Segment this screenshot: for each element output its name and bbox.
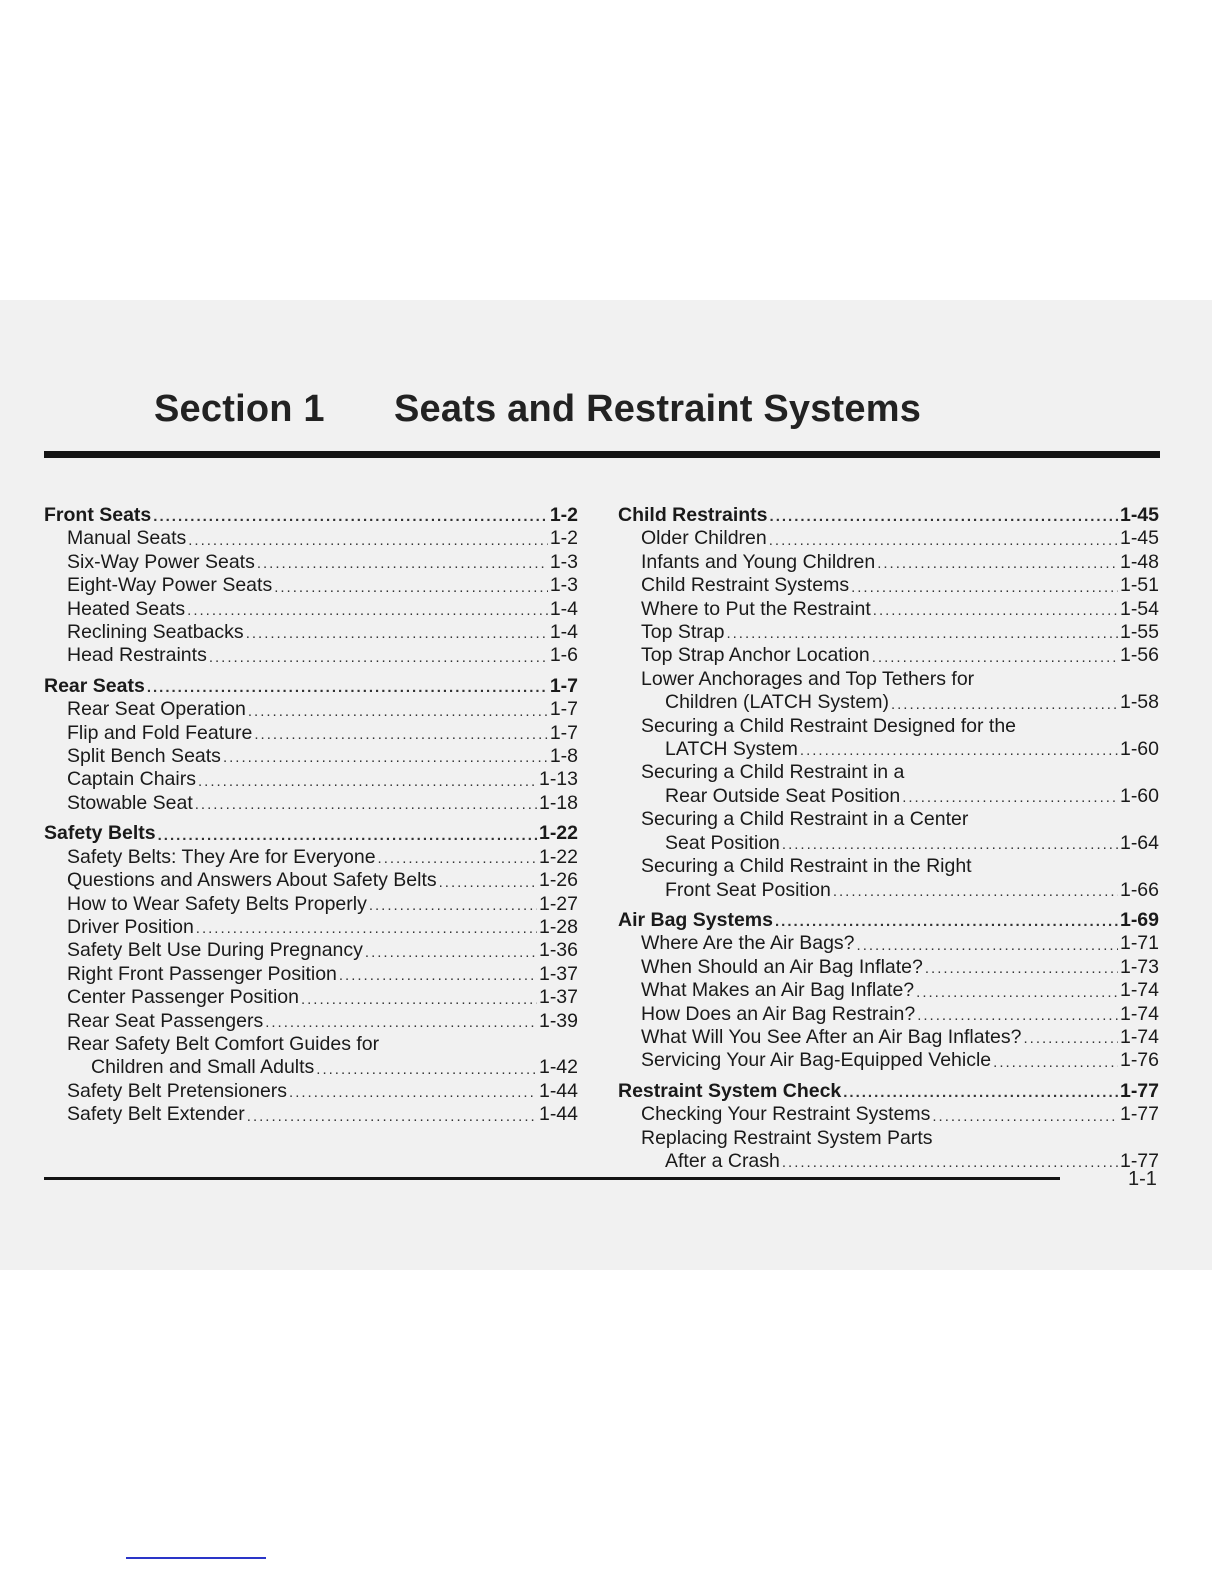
- dot-leader: [873, 601, 1118, 621]
- toc-page-number: 1-36: [538, 939, 578, 962]
- toc-entry[interactable]: [44, 963, 578, 986]
- dot-leader: [932, 1107, 1118, 1127]
- dot-leader: [254, 725, 547, 745]
- toc-entry[interactable]: [618, 1003, 1159, 1026]
- toc-entry-label: Flip and Fold Feature: [67, 721, 253, 744]
- toc-entry[interactable]: [44, 621, 578, 644]
- dot-leader: [158, 826, 537, 846]
- toc-entry-label: What Will You See After an Air Bag Inflates?: [641, 1025, 1022, 1048]
- dot-leader: [187, 601, 548, 621]
- toc-entry-label: Replacing Restraint System Parts: [641, 1126, 933, 1149]
- dot-leader: [365, 943, 537, 963]
- toc-heading[interactable]: [618, 504, 1159, 527]
- toc-entry-label: Front Seat Position: [665, 878, 831, 901]
- toc-entry: [618, 1127, 1159, 1150]
- toc-entry[interactable]: [44, 986, 578, 1009]
- toc-entry-label: Captain Chairs: [67, 768, 196, 791]
- dot-leader: [782, 835, 1118, 855]
- toc-entry[interactable]: [618, 1103, 1159, 1126]
- toc-entry[interactable]: [618, 527, 1159, 550]
- toc-heading[interactable]: [44, 504, 578, 527]
- dot-leader: [147, 678, 548, 698]
- toc-page-number: 1-22: [538, 822, 578, 845]
- toc-entry[interactable]: [618, 1049, 1159, 1072]
- dot-leader: [301, 990, 537, 1010]
- toc-entry[interactable]: [618, 879, 1159, 902]
- toc-entry-label: Rear Safety Belt Comfort Guides for: [67, 1032, 380, 1055]
- section-header: [154, 388, 921, 431]
- toc-page-number: 1-60: [1119, 784, 1159, 807]
- toc-entry-label: Split Bench Seats: [67, 745, 221, 768]
- toc-entry-label: Rear Seats: [44, 674, 145, 697]
- toc-heading[interactable]: [618, 909, 1159, 932]
- toc-page-number: 1-74: [1119, 979, 1159, 1002]
- toc-page-number: 1-27: [538, 892, 578, 915]
- toc-entry[interactable]: [44, 1056, 578, 1079]
- toc-entry-label: Lower Anchorages and Top Tethers for: [641, 667, 975, 690]
- toc-entry-label: Safety Belt Extender: [67, 1103, 245, 1126]
- toc-entry[interactable]: [618, 598, 1159, 621]
- toc-entry-label: Rear Seat Passengers: [67, 1009, 264, 1032]
- dot-leader: [857, 936, 1118, 956]
- toc-entry[interactable]: [618, 1150, 1159, 1173]
- toc-entry[interactable]: [44, 1010, 578, 1033]
- toc-entry-label: Children and Small Adults: [91, 1056, 315, 1079]
- toc-entry-label: How Does an Air Bag Restrain?: [641, 1002, 916, 1025]
- toc-page-number: 1-2: [549, 527, 578, 550]
- dot-leader: [769, 531, 1118, 551]
- toc-entry-label: Securing a Child Restraint in the Right: [641, 855, 972, 878]
- toc-page-number: 1-76: [1119, 1049, 1159, 1072]
- toc-page-number: 1-39: [538, 1009, 578, 1032]
- toc-right-column: [618, 504, 1159, 1173]
- toc-entry-label: Seat Position: [665, 831, 780, 854]
- toc-entry-label: Securing a Child Restraint Designed for the: [641, 714, 1017, 737]
- toc-page-number: 1-8: [549, 745, 578, 768]
- toc-entry-label: Rear Seat Operation: [67, 698, 246, 721]
- toc-entry-label: Stowable Seat: [67, 791, 193, 814]
- toc-page-number: 1-77: [1119, 1079, 1159, 1102]
- toc-entry-label: Six-Way Power Seats: [67, 550, 255, 573]
- toc-entry[interactable]: [44, 893, 578, 916]
- toc-entry[interactable]: [44, 551, 578, 574]
- toc-entry[interactable]: [618, 691, 1159, 714]
- toc-entry-label: Older Children: [641, 527, 767, 550]
- toc-entry[interactable]: [44, 792, 578, 815]
- toc-entry[interactable]: [618, 738, 1159, 761]
- dot-leader: [195, 795, 537, 815]
- toc-entry: [618, 715, 1159, 738]
- toc-entry-label: Manual Seats: [67, 527, 187, 550]
- toc-entry-label: Safety Belt Pretensioners: [67, 1079, 288, 1102]
- toc-entry-label: Top Strap Anchor Location: [641, 644, 870, 667]
- toc-entry-label: Driver Position: [67, 915, 194, 938]
- toc-entry[interactable]: [618, 979, 1159, 1002]
- toc-entry-label: Child Restraints: [618, 504, 768, 526]
- toc-page-number: 1-74: [1119, 1002, 1159, 1025]
- toc-entry-label: Air Bag Systems: [618, 908, 773, 931]
- toc-page-number: 1-13: [538, 768, 578, 791]
- dot-leader: [223, 748, 548, 768]
- toc-page-number: 1-64: [1119, 831, 1159, 854]
- toc-entry-label: Right Front Passenger Position: [67, 962, 337, 985]
- toc-entry-label: Rear Outside Seat Position: [665, 784, 901, 807]
- toc-page-number: 1-77: [1119, 1149, 1159, 1172]
- toc-entry-label: Restraint System Check: [618, 1079, 842, 1102]
- toc-page-number: 1-3: [549, 550, 578, 573]
- toc-entry[interactable]: [44, 598, 578, 621]
- toc-page-number: 1-73: [1119, 955, 1159, 978]
- toc-entry[interactable]: [44, 745, 578, 768]
- section-number: Section 1: [154, 388, 325, 430]
- toc-heading[interactable]: [44, 822, 578, 845]
- toc-page-number: 1-54: [1119, 597, 1159, 620]
- dot-leader: [246, 624, 548, 644]
- dot-leader: [993, 1053, 1118, 1073]
- toc-page-number: 1-28: [538, 915, 578, 938]
- dot-leader: [188, 531, 548, 551]
- toc-page-number: 1-77: [1119, 1103, 1159, 1126]
- toc-entry[interactable]: [44, 846, 578, 869]
- dot-leader: [902, 788, 1118, 808]
- toc-entry[interactable]: [44, 527, 578, 550]
- toc-entry-label: Securing a Child Restraint in a: [641, 761, 905, 784]
- dot-leader: [274, 578, 548, 598]
- footer-link-underline[interactable]: [126, 1557, 266, 1559]
- toc-page-number: 1-4: [549, 597, 578, 620]
- toc-entry[interactable]: [44, 644, 578, 667]
- dot-leader: [775, 912, 1118, 932]
- toc-heading[interactable]: [618, 1080, 1159, 1103]
- toc-page-number: 1-7: [549, 698, 578, 721]
- toc-entry-label: Infants and Young Children: [641, 550, 876, 573]
- toc-entry[interactable]: [44, 869, 578, 892]
- toc-entry-label: Eight-Way Power Seats: [67, 574, 273, 597]
- toc-page-number: 1-74: [1119, 1025, 1159, 1048]
- toc-entry-label: Servicing Your Air Bag-Equipped Vehicle: [641, 1049, 992, 1072]
- toc-entry-label: Questions and Answers About Safety Belts: [67, 869, 437, 892]
- toc-page-number: 1-60: [1119, 738, 1159, 761]
- dot-leader: [1023, 1029, 1117, 1049]
- toc-entry-label: When Should an Air Bag Inflate?: [641, 955, 923, 978]
- dot-leader: [289, 1083, 537, 1103]
- toc-entry-label: Safety Belt Use During Pregnancy: [67, 939, 363, 962]
- toc-page-number: 1-6: [549, 644, 578, 667]
- dot-leader: [209, 648, 548, 668]
- toc-page-number: 1-69: [1119, 908, 1159, 931]
- dot-leader: [247, 1107, 537, 1127]
- toc-page-number: 1-37: [538, 986, 578, 1009]
- toc-page-number: 1-2: [549, 504, 578, 526]
- toc-entry-label: Where Are the Air Bags?: [641, 932, 855, 955]
- toc-page-number: 1-3: [549, 574, 578, 597]
- toc-page-number: 1-56: [1119, 644, 1159, 667]
- toc-entry[interactable]: [44, 574, 578, 597]
- toc-entry[interactable]: [618, 621, 1159, 644]
- dot-leader: [877, 554, 1118, 574]
- dot-leader: [265, 1013, 537, 1033]
- dot-leader: [196, 919, 537, 939]
- toc-entry-label: Safety Belts: [44, 822, 156, 845]
- dot-leader: [872, 648, 1118, 668]
- dot-leader: [770, 507, 1118, 527]
- toc-page-number: 1-58: [1119, 691, 1159, 714]
- toc-entry-label: Head Restraints: [67, 644, 207, 667]
- dot-leader: [316, 1060, 537, 1080]
- toc-entry[interactable]: [44, 1103, 578, 1126]
- toc-entry[interactable]: [44, 1080, 578, 1103]
- footer-rule: [44, 1177, 1060, 1180]
- toc-page-number: 1-51: [1119, 574, 1159, 597]
- toc-page-number: 1-44: [538, 1079, 578, 1102]
- toc-entry[interactable]: [618, 1026, 1159, 1049]
- toc-entry-label: Children (LATCH System): [665, 691, 889, 714]
- header-rule: [44, 451, 1160, 458]
- toc-entry-label: How to Wear Safety Belts Properly: [67, 892, 367, 915]
- toc-page-number: 1-37: [538, 962, 578, 985]
- toc-entry[interactable]: [618, 574, 1159, 597]
- toc-page-number: 1-42: [538, 1056, 578, 1079]
- toc-entry-label: Center Passenger Position: [67, 986, 299, 1009]
- section-title: Seats and Restraint Systems: [394, 388, 922, 430]
- toc-page-number: 1-7: [549, 674, 578, 697]
- toc-page-number: 1-66: [1119, 878, 1159, 901]
- toc-entry-label: Safety Belts: They Are for Everyone: [67, 845, 376, 868]
- toc-page-number: 1-44: [538, 1103, 578, 1126]
- toc-entry[interactable]: [44, 698, 578, 721]
- dot-leader: [917, 1006, 1118, 1026]
- toc-entry: [618, 808, 1159, 831]
- dot-leader: [833, 882, 1118, 902]
- toc-entry-label: After a Crash: [665, 1149, 780, 1172]
- manual-page: [0, 300, 1212, 1270]
- toc-entry-label: What Makes an Air Bag Inflate?: [641, 979, 915, 1002]
- toc-entry: [44, 1033, 578, 1056]
- toc-heading[interactable]: [44, 675, 578, 698]
- toc-page-number: 1-4: [549, 621, 578, 644]
- dot-leader: [257, 554, 548, 574]
- toc-entry-label: LATCH System: [665, 738, 798, 761]
- dot-leader: [439, 873, 537, 893]
- toc-entry[interactable]: [618, 644, 1159, 667]
- toc-entry: [618, 668, 1159, 691]
- toc-entry-label: Child Restraint Systems: [641, 574, 850, 597]
- dot-leader: [726, 624, 1118, 644]
- dot-leader: [369, 896, 537, 916]
- toc-page-number: 1-18: [538, 791, 578, 814]
- toc-page-number: 1-22: [538, 845, 578, 868]
- dot-leader: [891, 695, 1118, 715]
- toc-entry-label: Where to Put the Restraint: [641, 597, 871, 620]
- dot-leader: [916, 983, 1118, 1003]
- toc-page-number: 1-71: [1119, 932, 1159, 955]
- dot-leader: [800, 741, 1118, 761]
- toc-entry[interactable]: [44, 722, 578, 745]
- toc-entry-label: Reclining Seatbacks: [67, 621, 244, 644]
- page-number: 1-1: [1128, 1168, 1157, 1190]
- toc-page-number: 1-48: [1119, 550, 1159, 573]
- toc-entry[interactable]: [44, 939, 578, 962]
- dot-leader: [851, 578, 1118, 598]
- toc-entry[interactable]: [618, 932, 1159, 955]
- toc-entry[interactable]: [618, 956, 1159, 979]
- toc-entry-label: Securing a Child Restraint in a Center: [641, 808, 969, 831]
- dot-leader: [339, 966, 537, 986]
- dot-leader: [782, 1153, 1118, 1173]
- toc-entry-label: Top Strap: [641, 621, 725, 644]
- dot-leader: [248, 702, 548, 722]
- toc-entry[interactable]: [618, 832, 1159, 855]
- toc-page-number: 1-45: [1119, 504, 1159, 526]
- toc-entry[interactable]: [44, 916, 578, 939]
- toc-page-number: 1-26: [538, 869, 578, 892]
- toc-left-column: [44, 504, 578, 1127]
- toc-entry: [618, 761, 1159, 784]
- dot-leader: [198, 772, 537, 792]
- dot-leader: [153, 507, 548, 527]
- dot-leader: [925, 959, 1118, 979]
- dot-leader: [843, 1083, 1118, 1103]
- toc-entry-label: Front Seats: [44, 504, 152, 526]
- toc-entry[interactable]: [44, 768, 578, 791]
- toc-page-number: 1-7: [549, 721, 578, 744]
- dot-leader: [378, 849, 537, 869]
- toc-entry-label: Heated Seats: [67, 597, 186, 620]
- toc-entry: [618, 855, 1159, 878]
- toc-page-number: 1-55: [1119, 621, 1159, 644]
- toc-entry[interactable]: [618, 551, 1159, 574]
- toc-entry[interactable]: [618, 785, 1159, 808]
- toc-page-number: 1-45: [1119, 527, 1159, 550]
- toc-entry-label: Checking Your Restraint Systems: [641, 1103, 931, 1126]
